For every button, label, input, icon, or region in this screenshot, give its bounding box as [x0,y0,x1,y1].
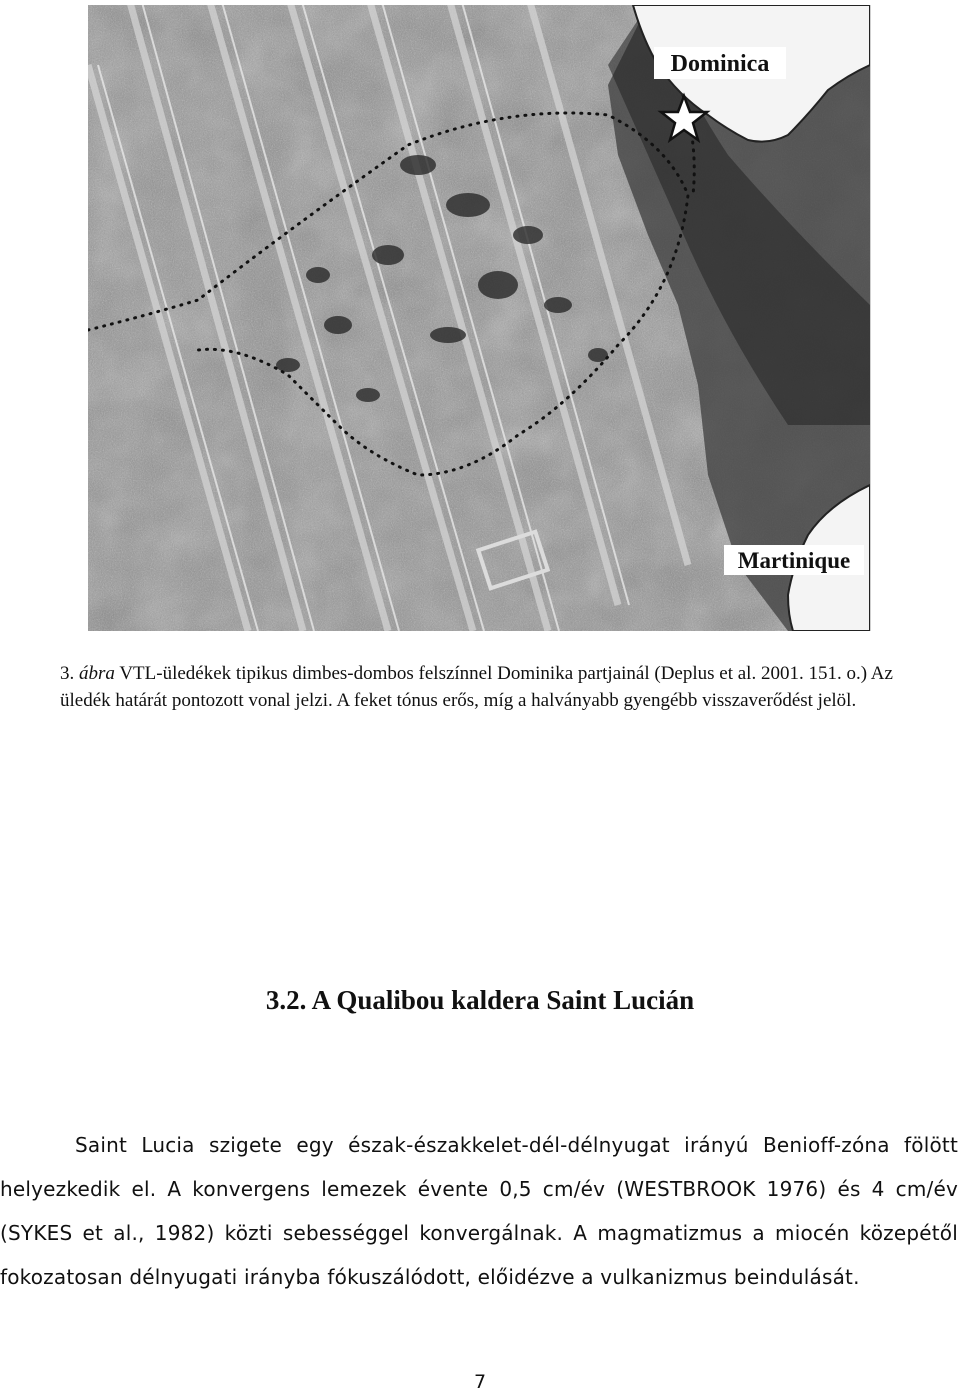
body-paragraph: Saint Lucia szigete egy észak-északkelet-dél-délnyugat irányú Benioff-zóna fölött helyezkedik el. A konvergens lemezek évente 0,5 cm/év (WESTBROOK 1976) és 4 cm/év (SYKES et al., 1982) közti sebességgel konvergálnak. A magmatizmus a miocén közepétől fokozatosan délnyugati irányba fókuszálódott, előidézve a vulkanizmus beindulását. [0,1133,958,1289]
section-heading: 3.2. A Qualibou kaldera Saint Lucián [265,985,695,1015]
caption-number: 3. [60,663,75,684]
sonar-map-figure [88,5,871,631]
dominica-label: Dominica [670,51,770,77]
sonar-map-image [88,5,870,631]
caption-text: VTL-üledékek tipikus dimbes-dombos felszínnel Dominika partjainál (Deplus et al. 2001. 151. o.) Az üledék határát pontozott vonal jelzi. A feket tónus erős, míg a halványabb gyengébb visszaverődést jelöl. [60,663,893,711]
caption-italic-word: ábra [79,663,115,684]
martinique-label: Martinique [737,548,851,573]
figure-caption [60,660,910,714]
page-number: 7 [473,1371,487,1393]
